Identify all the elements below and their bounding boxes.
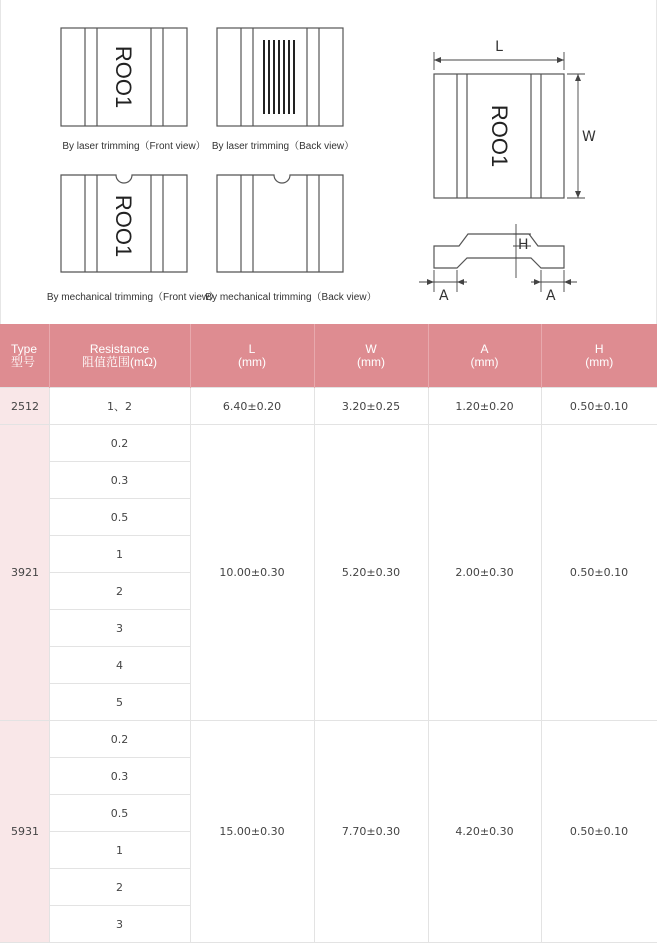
header-L-label: L xyxy=(248,341,256,356)
header-W-label: W xyxy=(365,341,377,356)
header-A-unit: (mm) xyxy=(470,354,499,369)
header-W-unit: (mm) xyxy=(357,354,385,369)
resistor-diagram xyxy=(0,0,657,324)
dim-label-H: H xyxy=(518,237,529,253)
a-cell: 2.00±0.30 xyxy=(428,425,541,721)
spec-table xyxy=(0,324,657,943)
header-W xyxy=(314,324,428,388)
header-A-label: A xyxy=(480,341,489,356)
type-cell: 3921 xyxy=(0,425,49,721)
resistance-cell: 0.2 xyxy=(49,721,190,758)
a-cell: 1.20±0.20 xyxy=(428,388,541,425)
resistance-cell: 0.3 xyxy=(49,462,190,499)
resistance-cell: 0.2 xyxy=(49,425,190,462)
caption-mech-front: By mechanical trimming（Front view） xyxy=(46,292,220,303)
width-cell: 3.20±0.25 xyxy=(314,388,428,425)
table-row xyxy=(0,425,657,462)
marking-dimension-view: ROO1 xyxy=(487,104,512,168)
header-L-unit: (mm) xyxy=(238,354,266,369)
resistance-cell: 3 xyxy=(49,906,190,943)
table-row xyxy=(0,388,657,425)
marking-mech-front: ROO1 xyxy=(111,194,136,258)
header-H-label: H xyxy=(594,341,604,356)
side-profile-view xyxy=(434,234,564,268)
resistance-cell: 0.5 xyxy=(49,795,190,832)
marking-laser-front: ROO1 xyxy=(111,45,136,109)
a-cell: 4.20±0.30 xyxy=(428,721,541,943)
resistance-cell: 4 xyxy=(49,647,190,684)
caption-mech-back: By mechanical trimming（Back view） xyxy=(205,292,377,303)
width-cell: 7.70±0.30 xyxy=(314,721,428,943)
header-row xyxy=(0,324,657,388)
header-type xyxy=(0,324,49,388)
header-H-unit: (mm) xyxy=(585,354,614,369)
header-resistance-cn: 阻值范围(mΩ) xyxy=(82,354,157,369)
resistance-cell: 2 xyxy=(49,573,190,610)
h-cell: 0.50±0.10 xyxy=(541,388,657,425)
width-cell: 5.20±0.30 xyxy=(314,425,428,721)
resistance-cell: 2 xyxy=(49,869,190,906)
resistance-cell: 1 xyxy=(49,536,190,573)
mechanical-back-view xyxy=(217,175,343,272)
dim-label-A-right: A xyxy=(546,288,556,304)
header-type-cn: 型号 xyxy=(11,354,36,369)
length-cell: 6.40±0.20 xyxy=(190,388,314,425)
resistance-cell: 0.3 xyxy=(49,758,190,795)
resistance-cell: 1 xyxy=(49,832,190,869)
header-resistance xyxy=(49,324,190,388)
header-H xyxy=(541,324,657,388)
resistance-cell: 0.5 xyxy=(49,499,190,536)
header-A xyxy=(428,324,541,388)
length-cell: 10.00±0.30 xyxy=(190,425,314,721)
table-row xyxy=(0,721,657,758)
type-cell: 5931 xyxy=(0,721,49,943)
caption-laser-back: By laser trimming（Back view） xyxy=(211,141,355,152)
resistance-cell: 3 xyxy=(49,610,190,647)
dim-label-W: W xyxy=(582,129,596,145)
header-resistance-en: Resistance xyxy=(89,341,150,356)
resistor-diagram-svg xyxy=(1,0,657,324)
h-cell: 0.50±0.10 xyxy=(541,425,657,721)
length-cell: 15.00±0.30 xyxy=(190,721,314,943)
dim-label-A-left: A xyxy=(439,288,449,304)
h-cell: 0.50±0.10 xyxy=(541,721,657,943)
dim-label-L: L xyxy=(495,39,503,55)
resistance-cell: 1、2 xyxy=(49,388,190,425)
header-type-en: Type xyxy=(11,341,38,356)
header-L xyxy=(190,324,314,388)
laser-trim-lines xyxy=(264,40,294,114)
caption-laser-front: By laser trimming（Front view） xyxy=(62,141,206,152)
resistance-cell: 5 xyxy=(49,684,190,721)
type-cell: 2512 xyxy=(0,388,49,425)
